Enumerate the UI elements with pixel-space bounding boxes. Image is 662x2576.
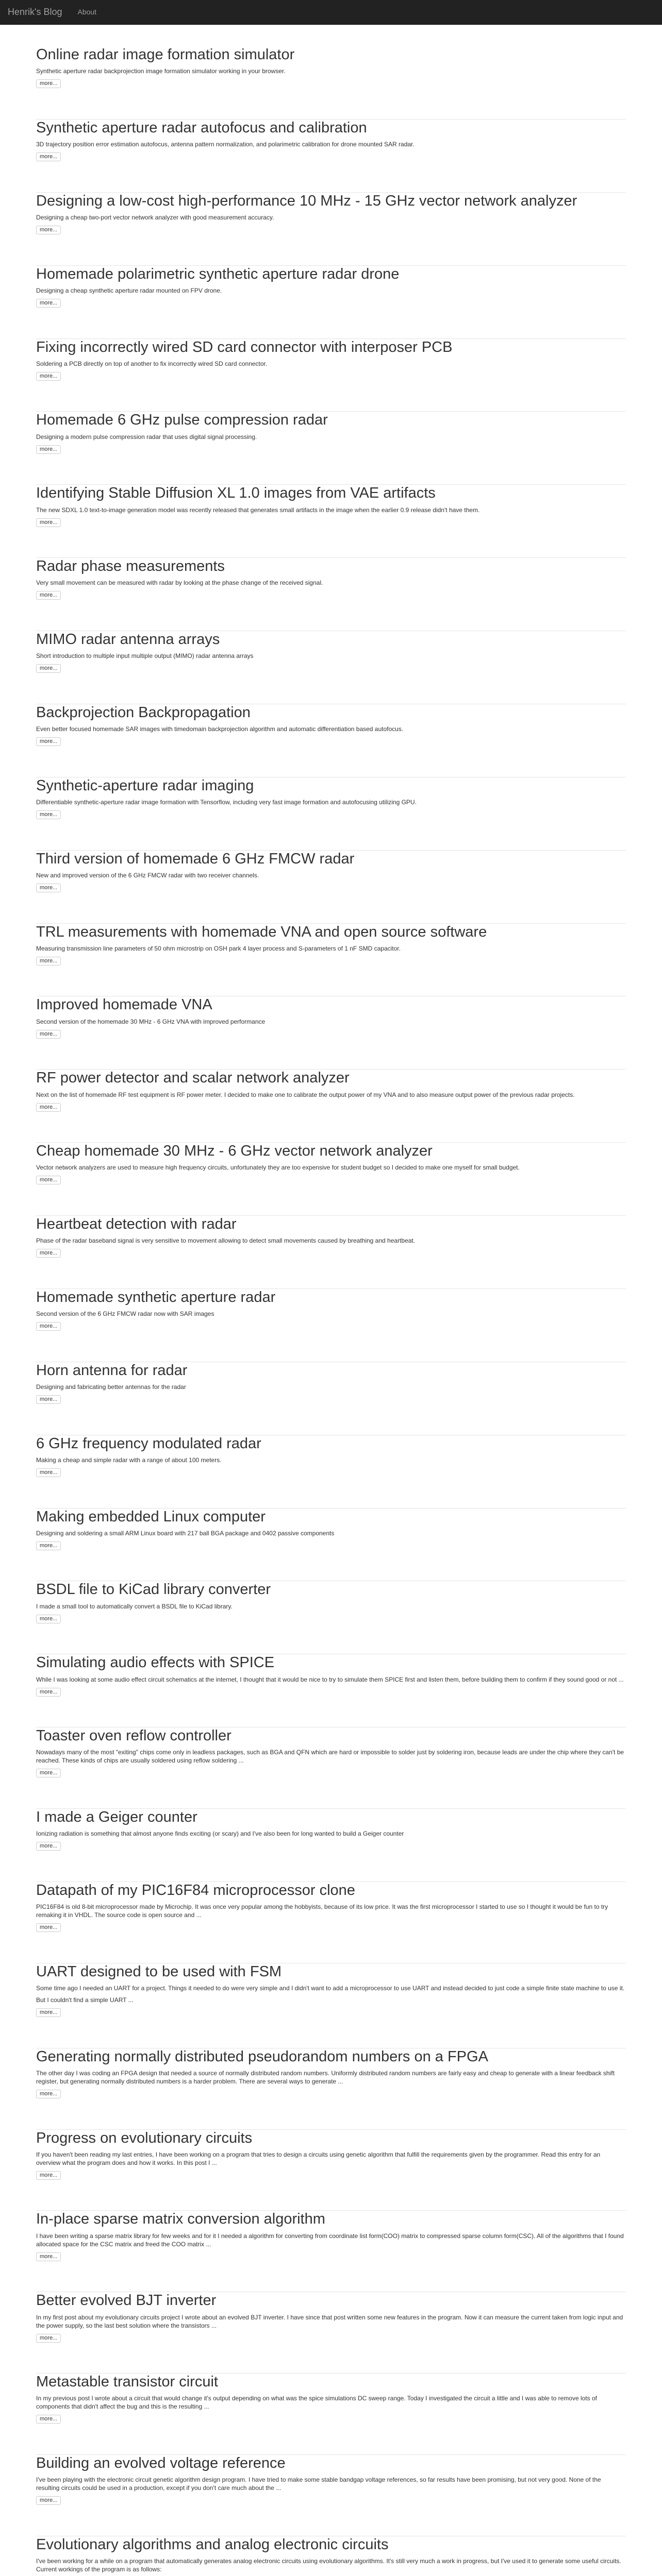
post-summary: Making a cheap and simple radar with a range of about 100 meters. xyxy=(36,1456,222,1464)
post-title xyxy=(36,777,626,794)
read-more-button[interactable]: more... xyxy=(36,372,61,381)
post-title-link[interactable]: Evolutionary algorithms and analog electronic circuits xyxy=(36,2536,389,2553)
post-entry xyxy=(36,485,626,557)
nav-about-link[interactable]: About xyxy=(77,8,97,16)
post-title-link[interactable]: Better evolved BJT inverter xyxy=(36,2292,217,2309)
post-title-link[interactable]: Designing a low-cost high-performance 10 MHz - 15 GHz vector network analyzer xyxy=(36,192,577,209)
post-title-link[interactable]: Backprojection Backpropagation xyxy=(36,704,251,721)
post-title-link[interactable]: Horn antenna for radar xyxy=(36,1362,188,1379)
post-summary: Designing a cheap synthetic aperture radar mounted on FPV drone. xyxy=(36,286,222,294)
read-more-button[interactable]: more... xyxy=(36,518,61,527)
post-entry xyxy=(36,996,626,1069)
post-title-link[interactable]: Third version of homemade 6 GHz FMCW radar xyxy=(36,850,355,867)
post-title xyxy=(36,1362,626,1379)
post-summary: I've been working for a while on a program that automatically generates analog electronic circuits using evolutionary algorithms. It's still very much a work in progress, but I've used it to generate some useful circuits. Current workings of the program is as follows: xyxy=(36,2557,621,2573)
post-title-link[interactable]: 6 GHz frequency modulated radar xyxy=(36,1435,261,1452)
post-summary: Designing a cheap two-port vector network analyzer with good measurement accuracy. xyxy=(36,214,274,222)
post-title-link[interactable]: MIMO radar antenna arrays xyxy=(36,631,220,648)
post-summary: Designing and soldering a small ARM Linux board with 217 ball BGA package and 0402 passive components xyxy=(36,1529,335,1537)
post-entry xyxy=(36,2211,626,2292)
post-title xyxy=(36,2455,626,2472)
post-entry xyxy=(36,412,626,484)
post-title xyxy=(36,266,626,283)
post-summary: Very small movement can be measured with radar by looking at the phase change of the received signal. xyxy=(36,579,323,587)
post-entry xyxy=(36,1963,626,2048)
read-more-button[interactable]: more... xyxy=(36,2090,61,2098)
post-title-link[interactable]: Datapath of my PIC16F84 microprocessor clone xyxy=(36,1882,355,1899)
post-title-link[interactable]: Heartbeat detection with radar xyxy=(36,1216,237,1232)
post-title xyxy=(36,1963,626,1980)
read-more-button[interactable]: more... xyxy=(36,591,61,600)
blog-brand-link[interactable]: Henrik's Blog xyxy=(8,7,62,17)
read-more-button[interactable]: more... xyxy=(36,1176,61,1184)
read-more-button[interactable]: more... xyxy=(36,2496,61,2505)
post-summary: If you haven't been reading my last entries, I have been working on a program that tries to design a circuits using genetic algorithm that fulfill the requirements given by the programmer. Read this entry for an overview what the program does and how it works. In this post I ... xyxy=(36,2150,601,2166)
post-summary: Designing a modern pulse compression radar that uses digital signal processing. xyxy=(36,433,257,440)
post-title-link[interactable]: BSDL file to KiCad library converter xyxy=(36,1581,271,1598)
read-more-button[interactable]: more... xyxy=(36,2334,61,2343)
post-summary: Short introduction to multiple input multiple output (MIMO) radar antenna arrays xyxy=(36,652,254,660)
post-title-link[interactable]: Building an evolved voltage reference xyxy=(36,2455,286,2471)
post-title-link[interactable]: Fixing incorrectly wired SD card connector with interposer PCB xyxy=(36,338,453,355)
post-summary: I've been playing with the electronic circuit genetic algorithm design program. I have tried to make some stable bandgap voltage references, so far results have been promising, but not very good. None of the resulting circuits could be used in a production, except if you don't care much about the ... xyxy=(36,2476,601,2492)
post-entry xyxy=(36,266,626,338)
post-entry xyxy=(36,1654,626,1727)
post-title-link[interactable]: Progress on evolutionary circuits xyxy=(36,2129,253,2146)
post-title-link[interactable]: Online radar image formation simulator xyxy=(36,46,295,63)
read-more-button[interactable]: more... xyxy=(36,2415,61,2424)
post-entry xyxy=(36,46,626,119)
post-entry xyxy=(36,704,626,777)
post-entry xyxy=(36,339,626,412)
post-title-link[interactable]: Homemade 6 GHz pulse compression radar xyxy=(36,412,328,429)
post-summary: New and improved version of the 6 GHz FMCW radar with two receiver channels. xyxy=(36,871,259,879)
read-more-button[interactable]: more... xyxy=(36,884,61,892)
post-entry xyxy=(36,1809,626,1882)
post-title-link[interactable]: Simulating audio effects with SPICE xyxy=(36,1654,275,1671)
post-entry xyxy=(36,1216,626,1289)
post-title xyxy=(36,120,626,137)
post-entry xyxy=(36,1362,626,1435)
post-title-link[interactable]: RF power detector and scalar network analyzer xyxy=(36,1070,350,1087)
post-title xyxy=(36,1882,626,1899)
read-more-button[interactable]: more... xyxy=(36,1322,61,1331)
read-more-button[interactable]: more... xyxy=(36,2171,61,2180)
post-entry xyxy=(36,558,626,631)
post-entry xyxy=(36,120,626,192)
post-title xyxy=(36,2130,626,2147)
post-title xyxy=(36,2211,626,2228)
read-more-button[interactable]: more... xyxy=(36,1769,61,1777)
post-title xyxy=(36,1435,626,1452)
read-more-button[interactable]: more... xyxy=(36,1923,61,1932)
post-entry xyxy=(36,1289,626,1362)
post-summary: Synthetic aperture radar backprojection image formation simulator working in your browser. xyxy=(36,67,286,75)
post-title-link[interactable]: Improved homemade VNA xyxy=(36,996,212,1013)
post-title xyxy=(36,704,626,721)
read-more-button[interactable]: more... xyxy=(36,445,61,454)
read-more-button[interactable]: more... xyxy=(36,299,61,308)
read-more-button[interactable]: more... xyxy=(36,664,61,673)
post-summary: Nowadays many of the most "exiting" chips come only in leadless packages, such as BGA and QFN which are hard or impossible to solder just by soldering iron, because leads are under the chip where they can't be reached. These kinds of chips are usually soldered using reflow soldering ... xyxy=(36,1749,624,1765)
post-summary: The other day I was coding an FPGA design that needed a source of normally distributed random numbers. Uniformly distributed random numbers are fairly easy and cheap to generate with a linear feedback shift register, but generating normally distributed numbers is a harder problem. There are several ways to generate ... xyxy=(36,2069,615,2085)
read-more-button[interactable]: more... xyxy=(36,152,61,161)
post-title xyxy=(36,1216,626,1233)
post-summary: Measuring transmission line parameters of 50 ohm microstrip on OSH park 4 layer process and S-parameters of 1 nF SMD capacitor. xyxy=(36,944,401,952)
post-title-link[interactable]: Cheap homemade 30 MHz - 6 GHz vector network analyzer xyxy=(36,1143,433,1160)
post-title-link[interactable]: Metastable transistor circuit xyxy=(36,2374,218,2391)
post-title xyxy=(36,1654,626,1671)
post-summary: Second version of the homemade 30 MHz - 6 GHz VNA with improved performance xyxy=(36,1018,266,1025)
post-summary: In my first post about my evolutionary circuits project I wrote about an evolved BJT inverter. I have since that post written some new features in the program. Now it can measure the current taken from logic input and the power supply, so the last best solution where the transistors ... xyxy=(36,2313,623,2329)
post-title xyxy=(36,2292,626,2309)
read-more-button[interactable]: more... xyxy=(36,1688,61,1697)
post-title xyxy=(36,1809,626,1826)
post-title xyxy=(36,412,626,429)
post-title xyxy=(36,1289,626,1306)
post-title-link[interactable]: TRL measurements with homemade VNA and open source software xyxy=(36,923,487,940)
post-title-link[interactable]: Radar phase measurements xyxy=(36,558,225,575)
read-more-button[interactable]: more... xyxy=(36,1030,61,1039)
read-more-button[interactable]: more... xyxy=(36,2252,61,2261)
post-title xyxy=(36,485,626,502)
post-title xyxy=(36,996,626,1013)
post-entry xyxy=(36,1435,626,1508)
post-summary: The new SDXL 1.0 text-to-image generation model was recently released that generates small artifacts in the image when the earlier 0.9 release didn't have them. xyxy=(36,506,480,514)
post-entry xyxy=(36,2536,626,2576)
read-more-button[interactable]: more... xyxy=(36,737,61,746)
post-summary: Differentiable synthetic-aperture radar image formation with Tensorflow, including very fast image formation and autofocusing utilizing GPU. xyxy=(36,799,417,806)
post-title xyxy=(36,631,626,648)
post-entry xyxy=(36,1727,626,1808)
post-entry xyxy=(36,193,626,265)
post-summary: Ionizing radiation is something that almost anyone finds exciting (or scary) and I've also been for long wanted to build a Geiger counter xyxy=(36,1830,404,1838)
read-more-button[interactable]: more... xyxy=(36,957,61,965)
post-summary-continued: But I couldn't find a simple UART ... xyxy=(36,1996,134,2004)
post-summary: I made a small tool to automatically convert a BSDL file to KiCad library. xyxy=(36,1602,233,1610)
post-title-link[interactable]: In-place sparse matrix conversion algorithm xyxy=(36,2211,325,2228)
post-title xyxy=(36,339,626,356)
post-title xyxy=(36,558,626,575)
read-more-button[interactable]: more... xyxy=(36,1468,61,1477)
post-title xyxy=(36,851,626,868)
post-title xyxy=(36,1581,626,1598)
read-more-button[interactable]: more... xyxy=(36,1541,61,1550)
post-summary: Next on the list of homemade RF test equipment is RF power meter. I decided to make one to calibrate the output power of my VNA and to also measure output power of the previous radar projects. xyxy=(36,1091,575,1098)
post-title xyxy=(36,1509,626,1526)
post-summary: Phase of the radar baseband signal is very sensitive to movement allowing to detect small movements caused by breathing and heartbeat. xyxy=(36,1237,416,1245)
post-entry xyxy=(36,2374,626,2454)
post-title xyxy=(36,193,626,210)
read-more-button[interactable]: more... xyxy=(36,1842,61,1851)
post-entry xyxy=(36,1882,626,1963)
post-title-link[interactable]: Toaster oven reflow controller xyxy=(36,1727,231,1744)
post-title-link[interactable]: Synthetic-aperture radar imaging xyxy=(36,777,254,794)
post-title-link[interactable]: Synthetic aperture radar autofocus and calibration xyxy=(36,119,367,136)
post-title xyxy=(36,1143,626,1160)
post-summary: Vector network analyzers are used to measure high frequency circuits, unfortunately they are too expensive for student budget so I decided to make one myself for small budget. xyxy=(36,1164,520,1172)
post-entry xyxy=(36,1143,626,1215)
navbar xyxy=(0,0,662,25)
read-more-button[interactable]: more... xyxy=(36,1103,61,1112)
post-title-link[interactable]: Homemade synthetic aperture radar xyxy=(36,1289,276,1306)
post-entry xyxy=(36,1509,626,1581)
post-summary: I have been writing a sparse matrix library for few weeks and for it I needed a algorithm for converting from coordinate list form(COO) matrix to compressed sparse column form(CSC). All of the algorithms that I found allocated space for the CSC matrix and freed the COO matrix ... xyxy=(36,2232,624,2248)
post-title xyxy=(36,2048,626,2065)
post-entry xyxy=(36,777,626,850)
post-title xyxy=(36,46,626,63)
post-title xyxy=(36,2536,626,2553)
post-entry xyxy=(36,1581,626,1654)
read-more-button[interactable]: more... xyxy=(36,226,61,234)
post-summary: In my previous post I wrote about a circuit that would change it's output depending on what was the spice simulations DC sweep range. Today I investigated the circuit a little and I was able to remove lots of components that didn't affect the bug and this is the resulting ... xyxy=(36,2395,597,2411)
post-title-link[interactable]: UART designed to be used with FSM xyxy=(36,1963,282,1980)
post-entry xyxy=(36,1070,626,1142)
read-more-button[interactable]: more... xyxy=(36,1615,61,1623)
post-entry xyxy=(36,2455,626,2536)
post-title-link[interactable]: I made a Geiger counter xyxy=(36,1809,197,1825)
post-title-link[interactable]: Identifying Stable Diffusion XL 1.0 images from VAE artifacts xyxy=(36,485,436,502)
post-entry xyxy=(36,2292,626,2373)
read-more-button[interactable]: more... xyxy=(36,2008,61,2017)
post-title xyxy=(36,1070,626,1087)
post-list xyxy=(36,46,626,2576)
read-more-button[interactable]: more... xyxy=(36,1395,61,1404)
post-summary: While I was looking at some audio effect circuit schematics at the internet, I thought that it would be nice to try to simulate them SPICE first and listen them, before building them to confirm if they sound good or not ... xyxy=(36,1675,624,1683)
post-entry xyxy=(36,631,626,704)
post-summary: Some time ago I needed an UART for a project. Things it needed to do were very simple and I didn't want to add a microprocessor to use UART and instead decided to just code a simple finite state machine to use it. xyxy=(36,1985,625,1992)
post-entry xyxy=(36,2130,626,2211)
post-title xyxy=(36,924,626,941)
post-title-link[interactable]: Making embedded Linux computer xyxy=(36,1508,266,1525)
post-entry xyxy=(36,924,626,996)
read-more-button[interactable]: more... xyxy=(36,1249,61,1258)
post-summary: Designing and fabricating better antennas for the radar xyxy=(36,1383,186,1391)
post-title-link[interactable]: Generating normally distributed pseudorandom numbers on a FPGA xyxy=(36,2048,488,2065)
post-summary: Second version of the 6 GHz FMCW radar now with SAR images xyxy=(36,1310,214,1318)
post-title xyxy=(36,2374,626,2391)
read-more-button[interactable]: more... xyxy=(36,810,61,819)
post-title-link[interactable]: Homemade polarimetric synthetic aperture radar drone xyxy=(36,265,400,282)
post-title xyxy=(36,1727,626,1744)
post-summary: 3D trajectory position error estimation autofocus, antenna pattern normalization, and polarimetric calibration for drone mounted SAR radar. xyxy=(36,141,415,148)
post-summary: PIC16F84 is old 8-bit microprocessor made by Microchip. It was once very popular among the hobbyists, because of its low price. It was the first microprocessor I started to use so I thought it would be fun to try remaking it in VHDL. The source code is open source and ... xyxy=(36,1903,608,1919)
post-entry xyxy=(36,851,626,923)
post-summary: Soldering a PCB directly on top of another to fix incorrectly wired SD card connector. xyxy=(36,360,268,367)
post-entry xyxy=(36,2048,626,2129)
post-summary: Even better focused homemade SAR images with timedomain backprojection algorithm and automatic differentiation based autofocus. xyxy=(36,725,404,733)
read-more-button[interactable]: more... xyxy=(36,79,61,88)
